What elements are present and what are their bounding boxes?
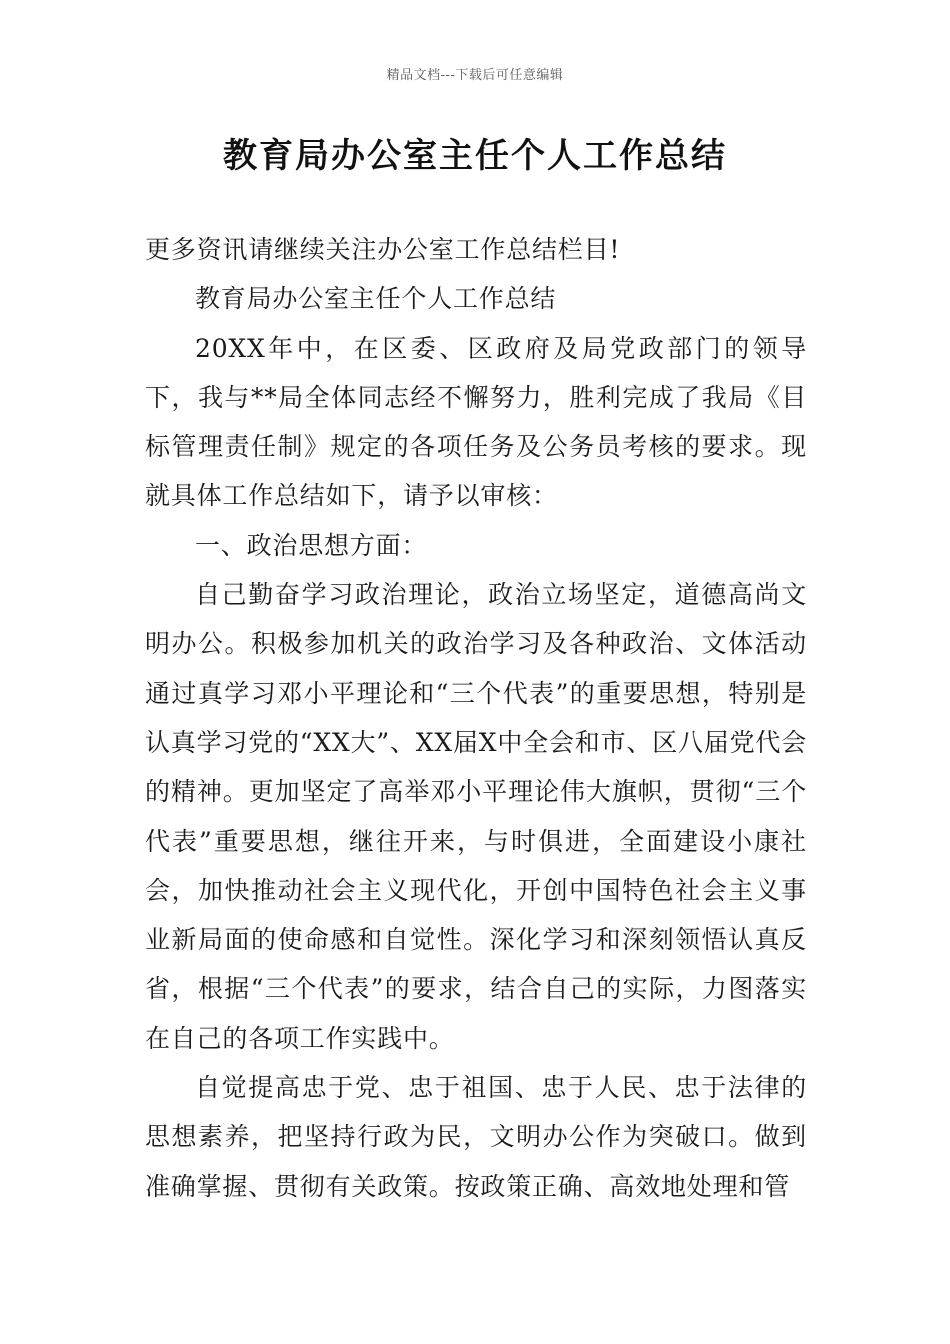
intro-paragraph: 更多资讯请继续关注办公室工作总结栏目!: [145, 235, 621, 264]
body-paragraph: 自己勤奋学习政治理论，政治立场坚定，道德高尚文明办公。积极参加机关的政治学习及各种政治、文体活动通过真学习邓小平理论和“三个代表”的重要思想，特别是认真学习党的“XX大”、XX届X中全会和市、区八届党代会的精神。更加坚定了高举邓小平理论伟大旗帜，贯彻“三个代表”重要思想，继往开来，与时俱进，全面建设小康社会，加快推动社会主义现代化，开创中国特色社会主义事业新局面的使命感和自觉性。深化学习和深刻领悟认真反省，根据“三个代表”的要求，结合自己的实际，力图落实在自己的各项工作实践中。: [145, 580, 807, 1053]
body-paragraph: 20XX年中，在区委、区政府及局党政部门的领导下，我与**局全体同志经不懈努力，胜利完成了我局《目标管理责任制》规定的各项任务及公务员考核的要求。现就具体工作总结如下，请予以审核：: [145, 333, 807, 511]
subtitle-paragraph: 教育局办公室主任个人工作总结: [195, 284, 557, 314]
document-title: 教育局办公室主任个人工作总结: [223, 136, 727, 176]
document-body: [145, 225, 807, 1211]
section-heading: 一、政治思想方面：: [195, 530, 428, 560]
header-note: 精品文档---下载后可任意编辑: [386, 68, 564, 83]
body-paragraph: 自觉提高忠于党、忠于祖国、忠于人民、忠于法律的思想素养，把坚持行政为民，文明办公作为突破口。做到准确掌握、贯彻有关政策。按政策正确、高效地处理和管: [145, 1073, 807, 1201]
